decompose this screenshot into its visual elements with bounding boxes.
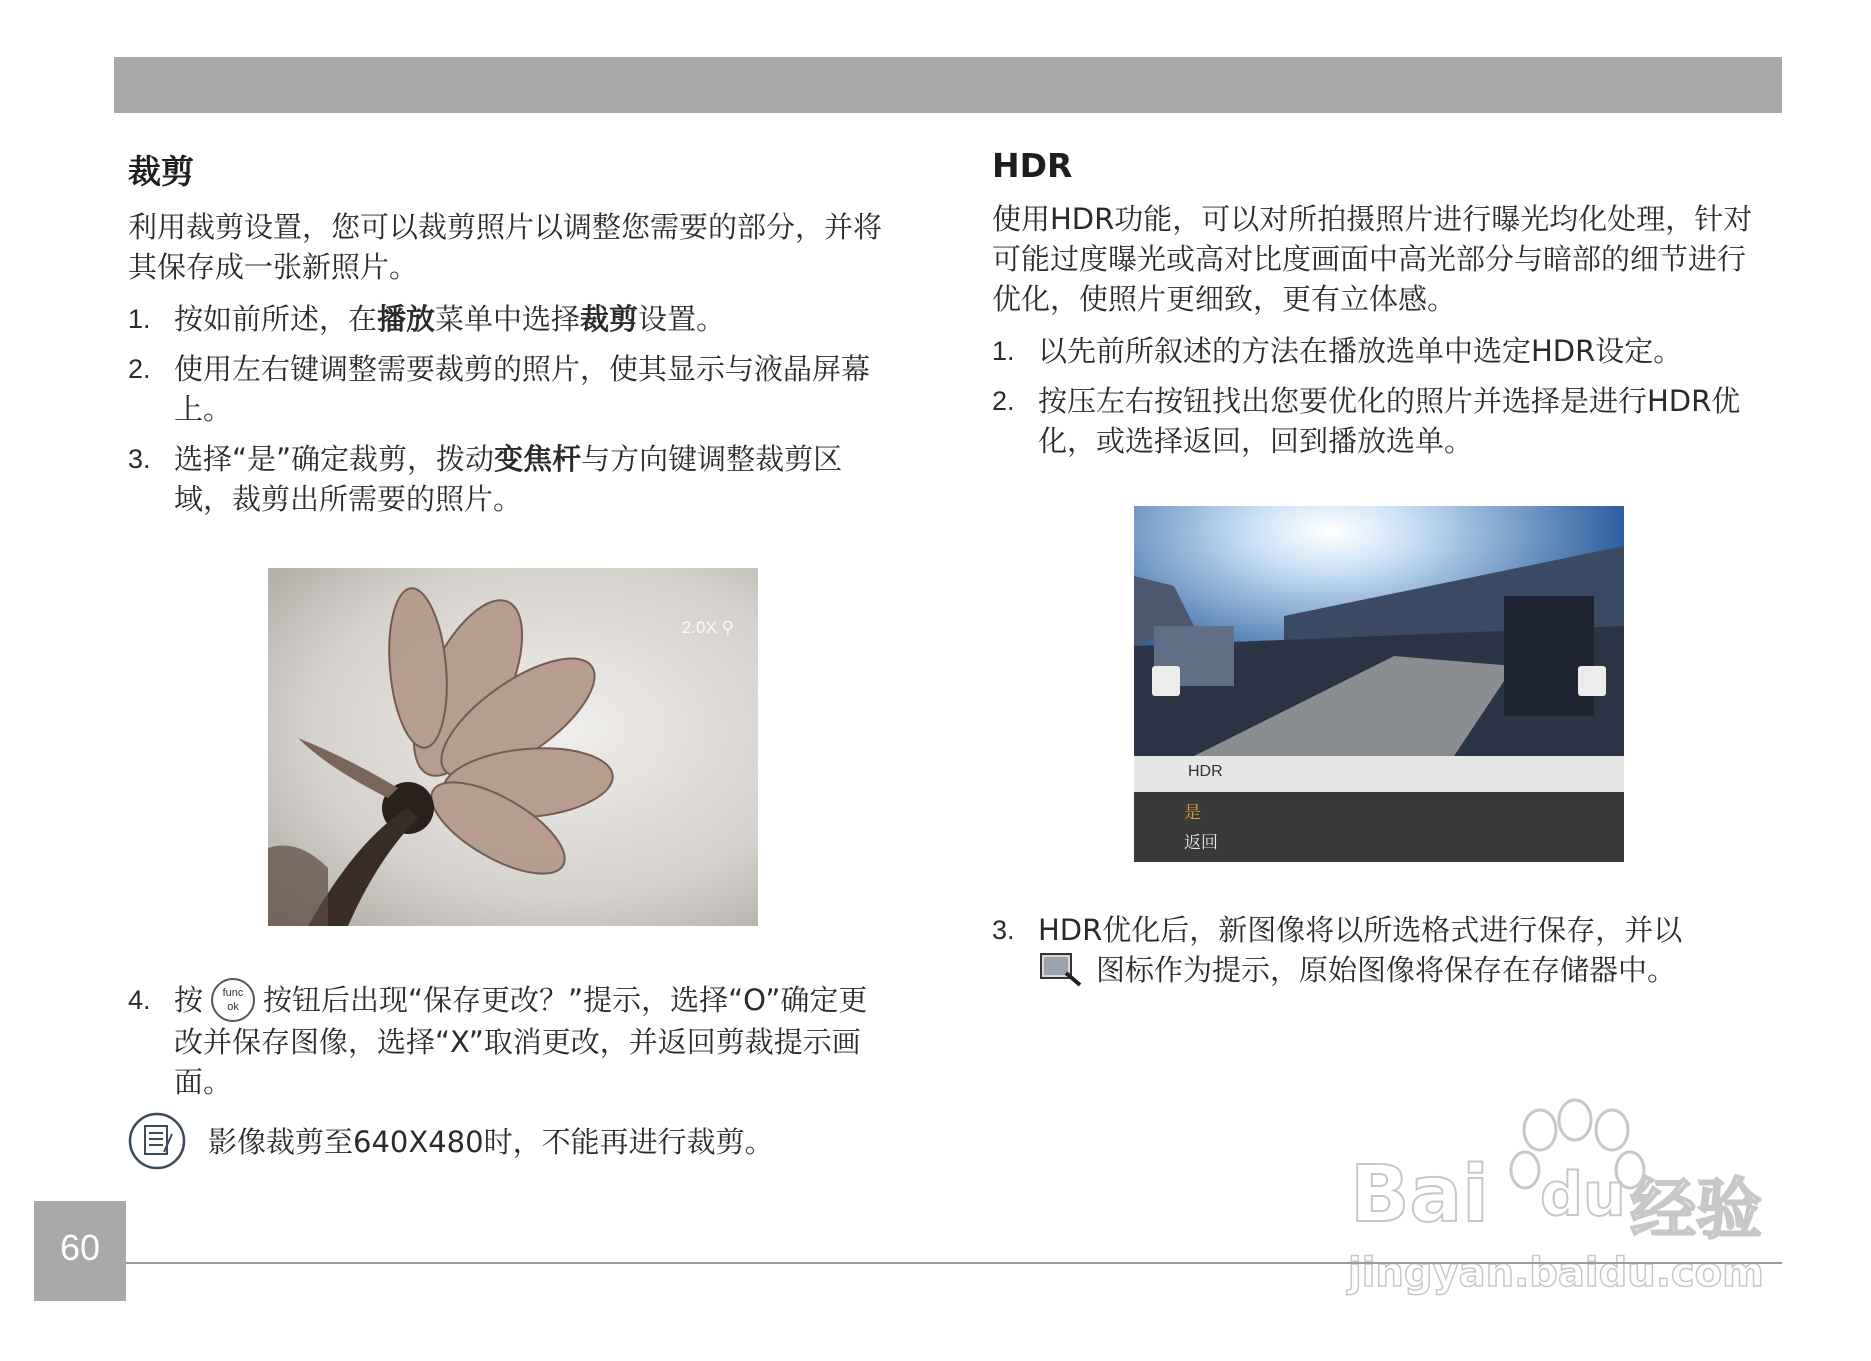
page-number: 60 bbox=[59, 1227, 101, 1268]
crop-step-1: 1. 按如前所述，在播放菜单中选择裁剪设置。 bbox=[128, 302, 726, 336]
hdr-step-1: 1. 以先前所叙述的方法在播放选单中选定HDR设定。 bbox=[992, 334, 1683, 368]
hdr-preview-image bbox=[1134, 506, 1624, 862]
harbor-photo bbox=[1134, 506, 1624, 756]
left-column-lower bbox=[128, 980, 888, 1112]
hdr-step-2: 2. 按压左右按钮找出您要优化的照片并选择是进行HDR优化，或选择返回，回到播放选单。 bbox=[992, 384, 1741, 458]
hdr-menu-header: HDR bbox=[1134, 756, 1624, 792]
page-number-box bbox=[34, 1201, 126, 1301]
hdr-intro: 使用HDR功能，可以对所拍摄照片进行曝光均化处理，针对可能过度曝光或高对比度画面中高光部分与暗部的细节进行优化，使照片更细致，更有立体感。 bbox=[992, 202, 1753, 316]
crop-step-2: 2. 使用左右键调整需要裁剪的照片，使其显示与液晶屏幕上。 bbox=[128, 352, 871, 426]
crop-intro: 利用裁剪设置，您可以裁剪照片以调整您需要的部分，并将其保存成一张新照片。 bbox=[128, 210, 883, 284]
header-bar bbox=[114, 57, 1782, 113]
hdr-edited-icon bbox=[1038, 951, 1084, 987]
prev-arrow-icon bbox=[1152, 666, 1180, 696]
func-ok-button-icon: func ok bbox=[211, 978, 255, 1022]
zoom-level-label: 2.0X ⚲ bbox=[681, 618, 734, 637]
crop-section-title: 裁剪 bbox=[128, 152, 194, 191]
left-column bbox=[128, 140, 888, 529]
hdr-section-title: HDR bbox=[992, 146, 1073, 185]
crop-note: 影像裁剪至640X480时，不能再进行裁剪。 bbox=[128, 1122, 774, 1162]
note-icon bbox=[128, 1112, 186, 1170]
magnifier-icon: ⚲ bbox=[721, 618, 734, 637]
crop-step-4: 4. 按 func ok 按钮后出现“保存更改？”提示，选择“O”确定更改并保存图像，选择“X”取消更改，并返回剪裁提示画面。 bbox=[128, 980, 888, 1102]
crop-step-3: 3. 选择“是”确定裁剪，拨动变焦杆与方向键调整裁剪区域，裁剪出所需要的照片。 bbox=[128, 442, 843, 516]
hdr-option-back: 返回 bbox=[1184, 833, 1218, 853]
right-column bbox=[992, 140, 1772, 471]
right-column-lower bbox=[992, 910, 1772, 1000]
next-arrow-icon bbox=[1578, 666, 1606, 696]
hdr-menu-options bbox=[1134, 792, 1624, 862]
baidu-watermark: Bai du 经验 jingyan.baidu.com bbox=[1330, 1090, 1780, 1310]
crop-preview-image bbox=[268, 568, 758, 926]
hdr-step-3: 3. HDR优化后，新图像将以所选格式进行保存，并以 图标作为提示，原始图像将保存在存储器中。 bbox=[992, 913, 1683, 987]
hdr-option-yes: 是 bbox=[1184, 803, 1201, 823]
